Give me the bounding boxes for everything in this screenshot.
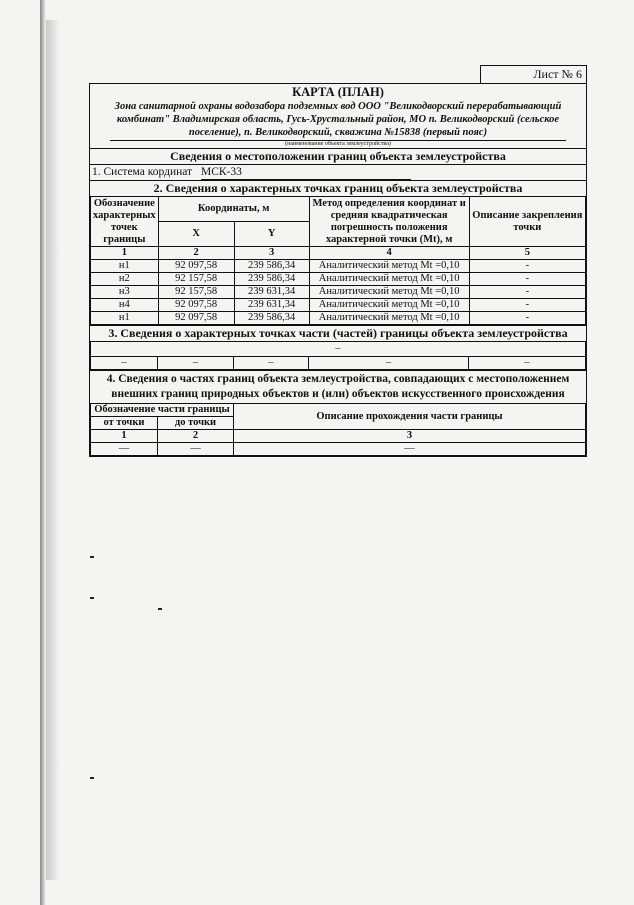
- method-cell: Аналитический метод Mt =0,10: [309, 273, 469, 286]
- col-part-desc-header: Описание прохождения части границы: [234, 404, 586, 430]
- coord-system-value: МСК-33: [201, 165, 411, 180]
- col-number: 5: [469, 247, 585, 260]
- dash-cell: –: [91, 357, 158, 370]
- section4-title: 4. Сведения о частях границ объекта землеустройства, совпадающих с местоположением внешних границ природных объектов и (или) объектов искусственного происхождения: [90, 370, 586, 403]
- points-table: [90, 196, 586, 325]
- x-cell: 92 097,58: [158, 312, 234, 325]
- dash-cell: –: [234, 357, 309, 370]
- table-row: [91, 286, 586, 299]
- x-cell: 92 157,58: [158, 286, 234, 299]
- scan-speck: [90, 556, 94, 558]
- col-to-header: до точки: [158, 417, 234, 430]
- scan-speck: [158, 608, 162, 610]
- col-number: 4: [309, 247, 469, 260]
- col-number: 3: [234, 247, 309, 260]
- scan-speck: [90, 597, 94, 599]
- point-cell: н2: [91, 273, 159, 286]
- y-cell: 239 631,34: [234, 286, 309, 299]
- section3-dash: –: [91, 342, 586, 357]
- method-cell: Аналитический метод Mt =0,10: [309, 286, 469, 299]
- dash-cell: –: [309, 357, 469, 370]
- section4-table: [90, 403, 586, 456]
- dash-cell: –: [158, 357, 234, 370]
- point-cell: н3: [91, 286, 159, 299]
- document-title: КАРТА (ПЛАН): [292, 85, 384, 99]
- scan-speck: [90, 777, 94, 779]
- section1-title: Сведения о местоположении границ объекта землеустройства: [90, 148, 586, 164]
- y-cell: 239 586,34: [234, 312, 309, 325]
- x-cell: 92 097,58: [158, 260, 234, 273]
- method-cell: Аналитический метод Mt =0,10: [309, 312, 469, 325]
- dash-cell: —: [158, 443, 234, 456]
- desc-cell: -: [469, 299, 585, 312]
- section3-title: 3. Сведения о характерных точках части (частей) границы объекта землеустройства: [90, 325, 586, 341]
- x-cell: 92 097,58: [158, 299, 234, 312]
- table-row: [91, 260, 586, 273]
- section2-title: 2. Сведения о характерных точках границ объекта землеустройства: [90, 180, 586, 196]
- col-coords-header: Координаты, м: [158, 197, 309, 222]
- desc-cell: -: [469, 286, 585, 299]
- point-cell: н4: [91, 299, 159, 312]
- table-row: [91, 299, 586, 312]
- dash-cell: —: [234, 443, 586, 456]
- object-name: Зона санитарной охраны водозабора подземных вод ООО "Великодворский перерабатывающий комбинат" Владимирская область, Гусь-Хрустальный район, МО п. Великодворский (сельское поселение), п. Великодворский, скважина №15838 (первый пояс): [114, 101, 562, 138]
- col-number: 1: [91, 247, 159, 260]
- form-frame: [89, 83, 587, 457]
- y-cell: 239 631,34: [234, 299, 309, 312]
- col-desc-header: Описание закрепления точки: [469, 197, 585, 247]
- col-method-header: Метод определения координат и средняя квадратическая погрешность положения характерной точки (Mt), м: [309, 197, 469, 247]
- table-row: [91, 273, 586, 286]
- dash-cell: –: [469, 357, 586, 370]
- col-number: 1: [91, 430, 158, 443]
- table-row: [91, 443, 586, 456]
- table-row: [91, 312, 586, 325]
- y-cell: 239 586,34: [234, 273, 309, 286]
- point-cell: н1: [91, 260, 159, 273]
- section3-table: [90, 341, 586, 370]
- desc-cell: -: [469, 273, 585, 286]
- col-number: 2: [158, 430, 234, 443]
- col-x-header: X: [158, 222, 234, 247]
- y-cell: 239 586,34: [234, 260, 309, 273]
- col-from-header: от точки: [91, 417, 158, 430]
- desc-cell: -: [469, 260, 585, 273]
- col-part-designation-header: Обозначение части границы: [91, 404, 234, 417]
- col-designation-header: Обозначение характерных точек границы: [91, 197, 159, 247]
- coord-system-row: [90, 164, 586, 180]
- col-number: 3: [234, 430, 586, 443]
- table-row: [91, 357, 586, 370]
- method-cell: Аналитический метод Mt =0,10: [309, 299, 469, 312]
- method-cell: Аналитический метод Mt =0,10: [309, 260, 469, 273]
- col-y-header: Y: [234, 222, 309, 247]
- point-cell: н1: [91, 312, 159, 325]
- dash-cell: —: [91, 443, 158, 456]
- sheet-number: Лист № 6: [480, 65, 587, 83]
- x-cell: 92 157,58: [158, 273, 234, 286]
- col-number: 2: [158, 247, 234, 260]
- desc-cell: -: [469, 312, 585, 325]
- object-name-caption: (наименование объекта землеустройства): [110, 140, 566, 148]
- scan-edge-gradient: [46, 20, 60, 880]
- coord-system-label: 1. Система кординат: [92, 166, 193, 178]
